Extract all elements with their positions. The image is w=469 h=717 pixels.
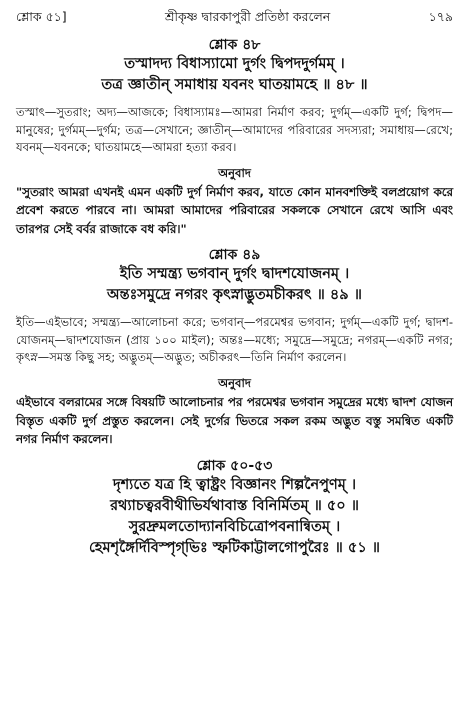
verse-line: অন্তঃসমুদ্রে নগরং কৃৎস্নাদ্ভুতমচীকরৎ ॥ ৪৯ ॥ xyxy=(107,287,362,304)
verse-line: হেমশৃঙ্গৈর্দিবিস্পৃগ্‌ভিঃ স্ফটিকাট্টালগোপুরৈঃ ॥ ৫১ ॥ xyxy=(89,539,380,556)
header-verse-ref: শ্লোক ৫১] xyxy=(16,9,67,24)
word-meanings: তস্মাৎ—সুতরাং; অদ্য—আজকে; বিধাস্যামঃ—আমরা নির্মাণ করব; দুর্গম্—একটি দুর্গ; দ্বিপদ—মানুষের; দুর্গমম্—দুর্গম; তত্র—সেখানে; জ্ঞাতীন্—আমাদের পরিবারের সদস্যরা; সমাধায়—রেখে; যবনম্—যবনকে; ঘাতয়ামহে—আমরা হত্যা করব। xyxy=(16,105,453,155)
translation-text: এইভাবে বলরামের সঙ্গে বিষয়টি আলোচনার পর পরমেশ্বর ভগবান সমুদ্রের মধ্যে দ্বাদশ যোজন বিস্তৃত একটি দুর্গ প্রস্তুত করলেন। সেই দুর্গের ভিতরে সকল রকম অদ্ভুত বস্তু সমন্বিত একটি নগর নির্মাণ করলেন। xyxy=(16,395,453,447)
translation-text: "সুতরাং আমরা এখনই এমন একটি দুর্গ নির্মাণ করব, যাতে কোন মানবশক্তিই বলপ্রয়োগ করে প্রবেশ করতে পারবে না। আমরা আমাদের পরিবারের সকলকে সেখানে রেখে আসি এবং তারপর সেই বর্বর রাজাকে বধ করি।" xyxy=(16,184,453,236)
translation-label: অনুবাদ xyxy=(218,165,251,180)
header-chapter-title: শ্রীকৃষ্ণ দ্বারকাপুরী প্রতিষ্ঠা করলেন xyxy=(165,9,331,24)
verse-section-49 xyxy=(16,246,453,448)
translation-label: অনুবাদ xyxy=(218,376,251,391)
running-header xyxy=(16,6,453,28)
verse-section-48 xyxy=(16,36,453,238)
verse-section-50-53 xyxy=(16,457,453,559)
verse-title: শ্লোক ৫০-৫৩ xyxy=(196,457,273,474)
verse-line: দৃশ্যতে যত্র হি ত্বাষ্ট্রং বিজ্ঞানং শিল্পনৈপুণম্ । xyxy=(112,476,357,493)
verse-line: ইতি সম্মন্ত্র্য ভগবান্ দুর্গং দ্বাদশযোজনম্ । xyxy=(119,266,350,283)
verse-line: সুরদ্রুমলতোদ্যানবিচিত্রোপবনান্বিতম্ । xyxy=(128,518,341,535)
verse-title: শ্লোক ৪৯ xyxy=(208,247,261,264)
verse-line: রথ্যাচত্বরবীথীভির্যথাবাস্ত বিনির্মিতম্ ॥ ৫০ ॥ xyxy=(110,497,359,514)
verse-line: তত্র জ্ঞাতীন্ সমাধায় যবনং ঘাতয়ামহে ॥ ৪৮ ॥ xyxy=(101,77,368,93)
verse-line: তস্মাদদ্য বিধাস্যামো দুর্গং দ্বিপদদুর্গমম্ । xyxy=(124,56,345,72)
word-meanings: ইতি—এইভাবে; সম্মন্ত্র্য—আলোচনা করে; ভগবান্—পরমেশ্বর ভগবান; দুর্গম্—একটি দুর্গ; দ্বাদশ-যোজনম্—দ্বাদশযোজন (প্রায় ১০০ মাইল); অন্তঃ—মধ্যে; সমুদ্রে—সমুদ্রে; নগরম্—একটি নগর; কৃৎস্ন—সমস্ত কিছু সহ; অদ্ভুতম্—অদ্ভুত; অচীকরৎ—তিনি নির্মাণ করলেন। xyxy=(16,315,453,365)
page-number: ১৭৯ xyxy=(428,9,453,24)
verse-title: শ্লোক ৪৮ xyxy=(208,37,261,53)
